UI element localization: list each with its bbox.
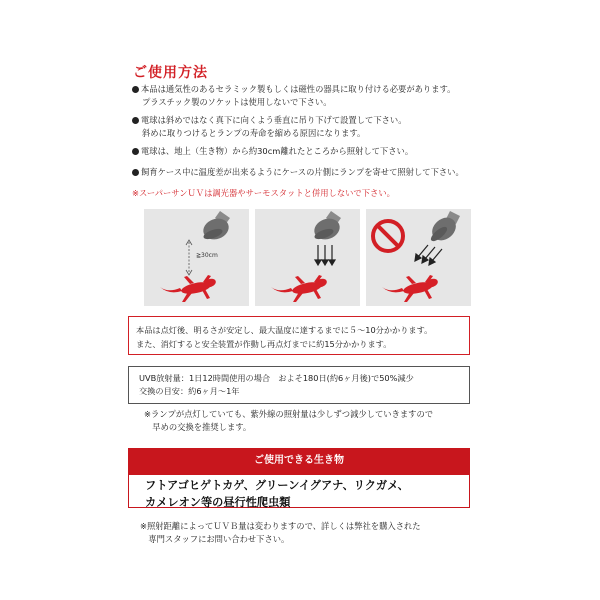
species-line: カメレオン等の昼行性爬虫類 <box>145 496 291 509</box>
instruction-item-2 <box>132 114 407 140</box>
species-line: フトアゴヒゲトカゲ、グリーンイグアナ、リクガメ、 <box>145 479 409 492</box>
diagram-illustration <box>366 209 471 306</box>
instruction-text: 電球は斜めではなく真下に向くよう垂直に吊り下げて設置して下さい。 <box>141 115 407 125</box>
bullet-dot <box>132 148 139 155</box>
instruction-item-3 <box>132 145 413 158</box>
diagram-angled-prohibited <box>366 209 471 306</box>
distance-arrow-icon <box>186 240 192 275</box>
notice-line: また、消灯すると安全装置が作動し再点灯までに約15分かかります。 <box>136 339 392 349</box>
prohibited-icon <box>373 221 403 251</box>
warning-text: ※スーパーサンＵＶは調光器やサーモスタットと併用しないで下さい。 <box>132 188 395 198</box>
distance-label: ≧30cm <box>196 252 218 259</box>
instruction-text: 飼育ケース中に温度差が出来るようにケースの片側にランプを寄せて照射して下さい。 <box>141 167 464 177</box>
lizard-icon <box>160 275 217 302</box>
bulb-icon <box>311 211 342 243</box>
lizard-icon <box>382 275 439 302</box>
contact-footnote <box>140 520 421 546</box>
bulb-icon <box>200 211 231 243</box>
diagonal-arrow-icon <box>415 245 442 265</box>
instruction-item-1 <box>132 83 455 109</box>
uvb-info-box <box>128 366 470 404</box>
tilted-bulb-icon <box>428 211 461 245</box>
footnote-line: 早めの交換を推奨します。 <box>144 422 252 432</box>
diagram-vertical-light <box>255 209 360 306</box>
instruction-item-4 <box>132 166 464 179</box>
bullet-dot <box>132 86 139 93</box>
notice-line: 本品は点灯後、明るさが安定し、最大温度に達するまでに５～10分かかります。 <box>136 325 433 335</box>
instruction-text: 本品は通気性のあるセラミック製もしくは磁性の器具に取り付ける必要があります。 <box>141 84 456 94</box>
footnote-line: ※ランプが点灯していても、紫外線の照射量は少しずつ減少していきますので <box>144 409 434 419</box>
species-header: ご使用できる生き物 <box>128 448 470 474</box>
warmup-notice-box <box>128 316 470 355</box>
section-title: ご使用方法 <box>133 65 208 81</box>
species-list <box>128 474 470 508</box>
lizard-icon <box>271 275 328 302</box>
diagram-illustration <box>255 209 360 306</box>
instruction-text: プラスチック製のソケットは使用しないで下さい。 <box>142 97 332 107</box>
bullet-dot <box>132 169 139 176</box>
instruction-text: 斜めに取りつけるとランプの寿命を縮める原因になります。 <box>142 128 366 138</box>
down-arrow-icon <box>315 245 335 265</box>
instruction-text: 電球は、地上（生き物）から約30cm離れたところから照射して下さい。 <box>141 146 414 156</box>
footnote-line: 専門スタッフにお問い合わせ下さい。 <box>140 534 290 544</box>
footnote-line: ※照射距離によってＵＶＢ量は変わりますので、詳しくは弊社を購入された <box>140 521 421 531</box>
diagram-correct-distance <box>144 209 249 306</box>
replacement-footnote <box>144 408 433 434</box>
bullet-dot <box>132 117 139 124</box>
uvb-line: UVB放射量：1日12時間使用の場合 およそ180日(約6ヶ月後)で50%減少 <box>139 373 414 383</box>
uvb-line: 交換の目安：約6ヶ月～1年 <box>139 386 240 396</box>
